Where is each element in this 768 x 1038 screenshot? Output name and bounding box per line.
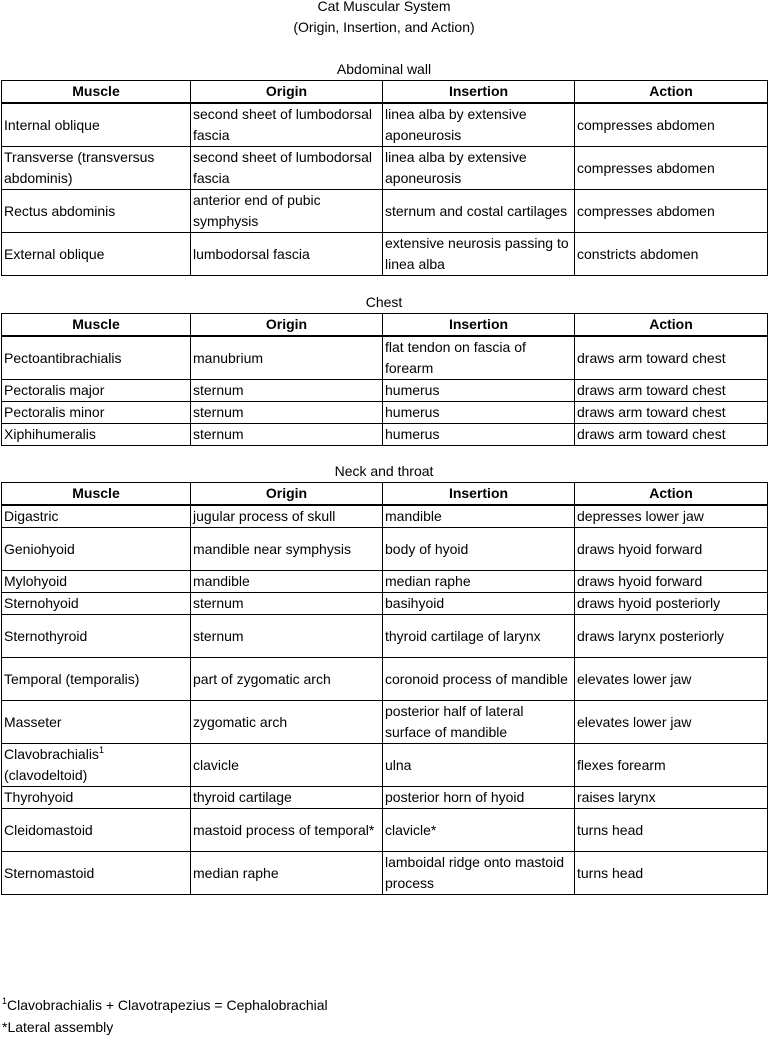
cell-action: turns head (575, 809, 768, 852)
cell-action: draws hyoid posteriorly (575, 593, 768, 615)
cell-insertion: ulna (383, 744, 575, 787)
cell-muscle: Pectoralis minor (2, 402, 191, 424)
cell-muscle: Xiphihumeralis (2, 424, 191, 446)
cell-insertion: mandible (383, 505, 575, 528)
table-row (2, 571, 768, 593)
table-row (2, 787, 768, 809)
table-row (2, 424, 768, 446)
cell-muscle: Sternohyoid (2, 593, 191, 615)
table-row (2, 809, 768, 852)
cell-action: raises larynx (575, 787, 768, 809)
header-origin: Origin (191, 483, 383, 506)
page-title: Cat Muscular System (317, 0, 451, 14)
cell-muscle: Thyrohyoid (2, 787, 191, 809)
cell-action: turns head (575, 852, 768, 895)
cell-insertion: coronoid process of mandible (383, 658, 575, 701)
header-insertion: Insertion (383, 81, 575, 104)
cell-action: compresses abdomen (575, 147, 768, 190)
cell-insertion: humerus (383, 402, 575, 424)
cell-origin: mandible near symphysis (191, 528, 383, 571)
cell-action: elevates lower jaw (575, 658, 768, 701)
cell-muscle: Internal oblique (2, 103, 191, 147)
cell-origin: sternum (191, 615, 383, 658)
cell-insertion: linea alba by extensive aponeurosis (383, 147, 575, 190)
cell-action: draws arm toward chest (575, 402, 768, 424)
header-insertion: Insertion (383, 314, 575, 337)
cell-action: draws arm toward chest (575, 380, 768, 402)
cell-muscle: Digastric (2, 505, 191, 528)
section-title-chest: Chest (365, 294, 403, 310)
cell-insertion: median raphe (383, 571, 575, 593)
abdominal-table (1, 80, 768, 276)
cell-insertion: humerus (383, 380, 575, 402)
cell-origin: median raphe (191, 852, 383, 895)
cell-origin: part of zygomatic arch (191, 658, 383, 701)
table-header-row (2, 483, 768, 506)
table-row (2, 615, 768, 658)
cell-muscle: Temporal (temporalis) (2, 658, 191, 701)
cell-origin: zygomatic arch (191, 701, 383, 744)
table-row (2, 593, 768, 615)
table-row (2, 336, 768, 380)
header-origin: Origin (191, 314, 383, 337)
cell-action: draws arm toward chest (575, 336, 768, 380)
cell-action: draws hyoid forward (575, 571, 768, 593)
cell-action: flexes forearm (575, 744, 768, 787)
cell-origin: thyroid cartilage (191, 787, 383, 809)
cell-muscle: Pectoralis major (2, 380, 191, 402)
table-row (2, 505, 768, 528)
footnote-1-marker: 1 (2, 996, 8, 1006)
cell-muscle: Cleidomastoid (2, 809, 191, 852)
muscle-name-alt: (clavodeltoid) (4, 767, 88, 783)
cell-origin: anterior end of pubic symphysis (191, 190, 383, 233)
header-muscle: Muscle (2, 483, 191, 506)
section-title-abdominal: Abdominal wall (336, 61, 432, 77)
footnote-1 (2, 994, 762, 1016)
cell-muscle: External oblique (2, 233, 191, 276)
cell-insertion: linea alba by extensive aponeurosis (383, 103, 575, 147)
cell-muscle: Geniohyoid (2, 528, 191, 571)
table-row (2, 852, 768, 895)
cell-muscle: Mylohyoid (2, 571, 191, 593)
table-row (2, 744, 768, 787)
cell-muscle: Pectoantibrachialis (2, 336, 191, 380)
cell-origin: second sheet of lumbodorsal fascia (191, 147, 383, 190)
page-subtitle: (Origin, Insertion, and Action) (293, 19, 475, 35)
cell-action: elevates lower jaw (575, 701, 768, 744)
cell-muscle (2, 744, 191, 787)
neck-table (1, 482, 768, 895)
cell-muscle: Masseter (2, 701, 191, 744)
table-row (2, 402, 768, 424)
table-row (2, 103, 768, 147)
cell-insertion: posterior half of lateral surface of mandible (383, 701, 575, 744)
cell-insertion: lamboidal ridge onto mastoid process (383, 852, 575, 895)
cell-origin: sternum (191, 424, 383, 446)
cell-muscle: Sternothyroid (2, 615, 191, 658)
cell-insertion: flat tendon on fascia of forearm (383, 336, 575, 380)
chest-table (1, 313, 768, 446)
cell-action: constricts abdomen (575, 233, 768, 276)
cell-insertion: clavicle* (383, 809, 575, 852)
header-muscle: Muscle (2, 314, 191, 337)
table-header-row (2, 81, 768, 104)
cell-action: draws larynx posteriorly (575, 615, 768, 658)
cell-origin: manubrium (191, 336, 383, 380)
cell-insertion: body of hyoid (383, 528, 575, 571)
cell-action: compresses abdomen (575, 190, 768, 233)
cell-origin: clavicle (191, 744, 383, 787)
cell-muscle: Rectus abdominis (2, 190, 191, 233)
cell-insertion: basihyoid (383, 593, 575, 615)
footnote-1-text: Clavobrachialis + Clavotrapezius = Cephalobrachial (7, 997, 328, 1013)
cell-muscle: Sternomastoid (2, 852, 191, 895)
cell-origin: mastoid process of temporal* (191, 809, 383, 852)
cell-origin: sternum (191, 402, 383, 424)
footnote-2: *Lateral assembly (2, 1019, 114, 1035)
header-muscle: Muscle (2, 81, 191, 104)
cell-action: compresses abdomen (575, 103, 768, 147)
table-row (2, 658, 768, 701)
cell-origin: jugular process of skull (191, 505, 383, 528)
table-row (2, 701, 768, 744)
table-row (2, 147, 768, 190)
cell-insertion: posterior horn of hyoid (383, 787, 575, 809)
cell-action: draws hyoid forward (575, 528, 768, 571)
cell-insertion: humerus (383, 424, 575, 446)
table-row (2, 190, 768, 233)
header-insertion: Insertion (383, 483, 575, 506)
cell-origin: mandible (191, 571, 383, 593)
cell-insertion: thyroid cartilage of larynx (383, 615, 575, 658)
cell-insertion: extensive neurosis passing to linea alba (383, 233, 575, 276)
cell-origin: sternum (191, 380, 383, 402)
cell-action: draws arm toward chest (575, 424, 768, 446)
cell-insertion: sternum and costal cartilages (383, 190, 575, 233)
cell-action: depresses lower jaw (575, 505, 768, 528)
table-row (2, 233, 768, 276)
cell-origin: sternum (191, 593, 383, 615)
footnote-marker: 1 (98, 745, 104, 755)
cell-muscle: Transverse (transversus abdominis) (2, 147, 191, 190)
cell-origin: lumbodorsal fascia (191, 233, 383, 276)
muscle-name: Clavobrachialis (4, 746, 99, 762)
header-action: Action (575, 81, 768, 104)
header-action: Action (575, 483, 768, 506)
table-row (2, 380, 768, 402)
header-origin: Origin (191, 81, 383, 104)
table-header-row (2, 314, 768, 337)
section-title-neck: Neck and throat (334, 463, 434, 479)
header-action: Action (575, 314, 768, 337)
cell-origin: second sheet of lumbodorsal fascia (191, 103, 383, 147)
table-row (2, 528, 768, 571)
